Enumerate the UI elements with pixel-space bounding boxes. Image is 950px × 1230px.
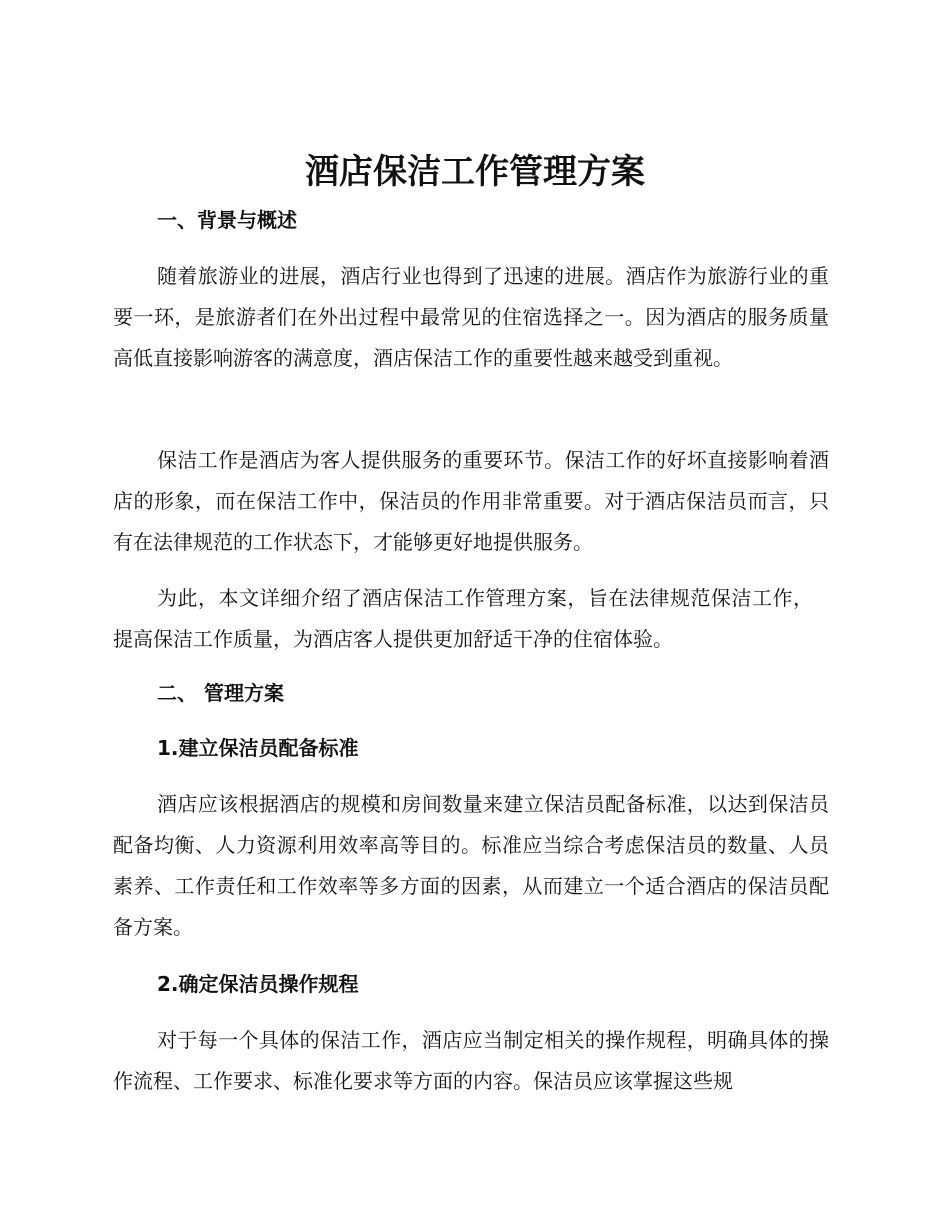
document-title: 酒店保洁工作管理方案 — [305, 152, 645, 192]
section-heading-management: 二、 管理方案 — [157, 681, 284, 705]
subsection-heading-procedures: 2.确定保洁员操作规程 — [157, 972, 359, 996]
paragraph-background-2: 保洁工作是酒店为客人提供服务的重要环节。保洁工作的好坏直接影响着酒店的形象，而在保洁工作中，保洁员的作用非常重要。对于酒店保洁员而言，只有在法律规范的工作状态下，才能够更好地提供服务。 — [113, 448, 829, 554]
subsection-heading-staffing: 1.建立保洁员配备标准 — [157, 736, 359, 760]
paragraph-procedures: 对于每一个具体的保洁工作，酒店应当制定相关的操作规程，明确具体的操作流程、工作要求、标准化要求等方面的内容。保洁员应该掌握这些规 — [113, 1028, 829, 1093]
paragraph-background-3: 为此，本文详细介绍了酒店保洁工作管理方案，旨在法律规范保洁工作，提高保洁工作质量，为酒店客人提供更加舒适干净的住宿体验。 — [113, 586, 813, 651]
paragraph-background-1: 随着旅游业的进展，酒店行业也得到了迅速的进展。酒店作为旅游行业的重要一环，是旅游者们在外出过程中最常见的住宿选择之一。因为酒店的服务质量高低直接影响游客的满意度，酒店保洁工作的重要性越来越受到重视。 — [113, 264, 829, 370]
section-heading-background: 一、背景与概述 — [157, 208, 297, 232]
paragraph-staffing: 酒店应该根据酒店的规模和房间数量来建立保洁员配备标准，以达到保洁员配备均衡、人力资源利用效率高等目的。标准应当综合考虑保洁员的数量、人员素养、工作责任和工作效率等多方面的因素，从而建立一个适合酒店的保洁员配备方案。 — [113, 792, 829, 939]
